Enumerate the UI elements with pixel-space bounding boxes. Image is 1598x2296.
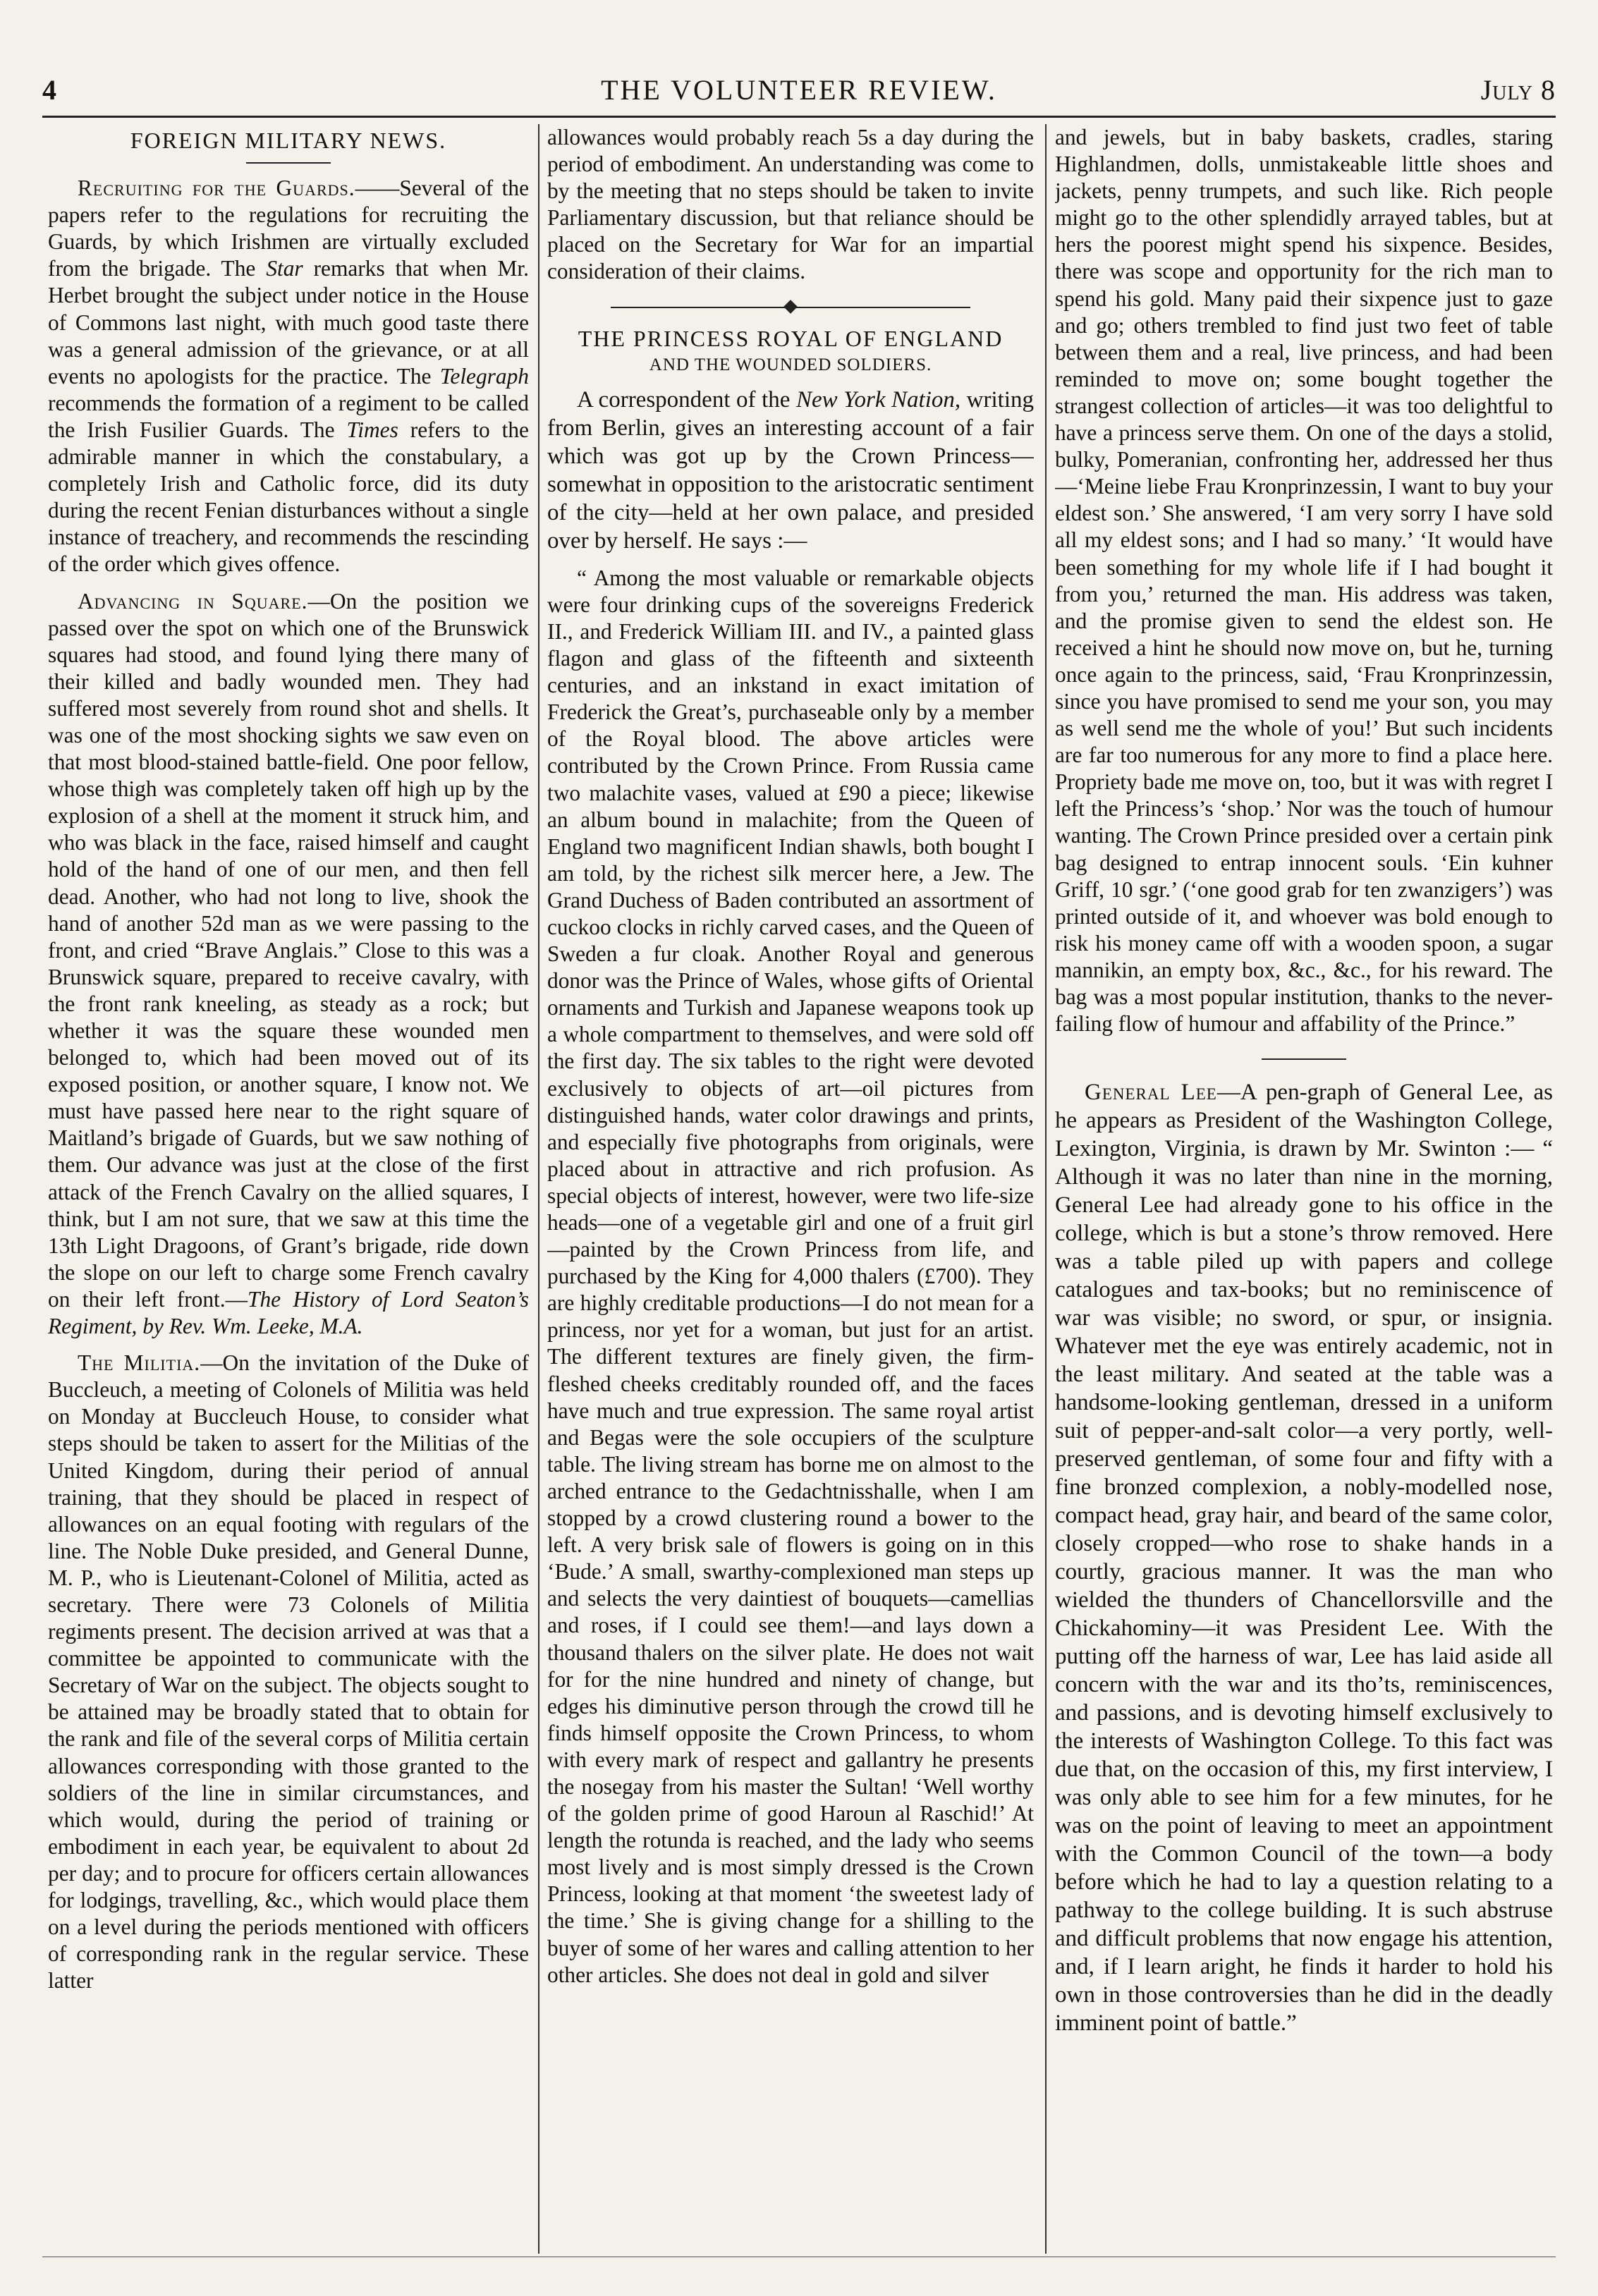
article-general-lee: General Lee—A pen-graph of General Lee, as he appears as President of the Washington College, Lexington, Virginia, is drawn by Mr. Swinton :— “ Although it was no later than nine in the morning, General Lee had already gone to his office in the college, which is but a stone’s throw removed. Here was a table piled up with papers and college catalogues and tax-books; but no reminiscence of war was visible; no sword, or spur, or insignia. Whatever met the eye was entirely academic, not in the least military. And seated at the table was a handsome-looking gentleman, dressed in a uniform suit of pepper-and-salt color—a very portly, well-preserved gentleman, of some four and fifty with a fine bronzed complexion, a nobly-modelled nose, compact head, gray hair, and beard of the same color, closely cropped—who rose to shake hands in a courtly, gracious manner. It was the man who wielded the thunders of Chancellorsville and the Chickahominy—it was President Lee. With the putting off the harness of war, Lee has laid aside all concern with the war and its tho’ts, reminiscences, and passions, and is devoting himself exclusively to the interests of Washington College. To this fact was due that, on the occasion of this, my first interview, I was only able to see him for a few minutes, for he was on the point of leaving to meet an appointment with the Common Council of the town—a body before which he had to lay a question relating to a pathway to the college building. It is such abstruse and difficult problems that now engage his attention, and, if I learn aright, he finds it harder to hold his own in those controversies than he did in the deadly imminent point of battle.”: [1055, 1080, 1553, 2037]
article-source: The History of Lord Seaton’s Regiment, by Rev. Wm. Leeke, M.A.: [48, 1286, 529, 1339]
article-lead: Recruiting for the Guards.: [78, 176, 355, 201]
foreign-military-news-heading: FOREIGN MILITARY NEWS.: [130, 128, 447, 153]
header-rule: [42, 116, 1556, 118]
article-militia: The Militia.—On the invitation of the Duke of Buccleuch, a meeting of Colonels of Militia was held on Monday at Buccleuch House, to consider what steps should be taken to assert for the Militias of the United Kingdom, during their period of annual training, that they should be placed in respect of allowances on an equal footing with regulars of the line. The Noble Duke presided, and General Dunne, M. P., who is Lieutenant-Colonel of Militia, acted as secretary. There were 73 Colonels of Militia regiments present. The decision arrived at was that a committee be appointed to communicate with the Secretary of War on the subject. The objects sought to be attained may be broadly stated that to obtain for the rank and file of the several corps of Militia certain allowances corresponding with those granted to the soldiers of the line in similar circumstances, and which would, during the period of training or embodiment in each year, be equivalent to about 2d per day; and to procure for officers certain allowances for lodgings, travelling, &c., which would place them on a level during the periods mentioned with officers of corresponding rank in the regular service. These latter: [48, 1350, 529, 1993]
column-1: [48, 124, 529, 2254]
article-lead: General Lee: [1085, 1080, 1217, 1106]
publication-title: THE VOLUNTEER REVIEW.: [601, 74, 997, 106]
princess-quote: “ Among the most valuable or remarkable objects were four drinking cups of the sovereigns Frederick II., and Frederick William III. and IV., a painted glass flagon and glass of the fifteenth and sixteenth centuries, and an inkstand in exact imitation of Frederick the Great’s, purchaseable only by a member of the Royal blood. The above articles were contributed by the Crown Prince. From Russia came two malachite vases, valued at £90 a piece; likewise an album bound in malachite; from the Queen of England two magnificent Indian shawls, both bought I am told, by the richest silk mercer here, a Jew. The Grand Duchess of Baden contributed an assortment of cuckoo clocks in richly carved cases, and the Queen of Sweden a fur cloak. Another Royal and generous donor was the Prince of Wales, whose gifts of Oriental ornaments and Turkish and Japanese weapons took up a whole compartment to themselves, and were sold off the first day. The six tables to the right were devoted exclusively to objects of art—oil pictures from distinguished hands, water color drawings and prints, and especially five photographs from originals, were placed about in attractive and rich profusion. As special objects of interest, however, were two life-size heads—one of a vegetable girl and one of a fruit girl—painted by the Crown Princess from life, and purchased by the King for 4,000 thalers (£700). They are highly creditable productions—I do not mean for a princess, nor yet for a woman, but just for an artist. The different textures are finely given, the firm-fleshed cheeks creditably rounded off, and the faces have much and true expression. The same royal artist and Begas were the sole occupiers of the sculpture table. The living stream has borne me on almost to the arched entrance to the Gedachtnisshalle, when I am stopped by a crowd clustering round a bower to the left. A very brisk sale of flowers is going on in this ‘Bude.’ A small, swarthy-complexioned man steps up and selects the very daintiest of bouquets—camellias and roses, if I could see them!—and lays down a thousand thalers on the silver plate. He does not wait for for the nine hundred and ninety of change, but edges his diminutive person through the crowd till he finds himself opposite the Crown Princess, to whom with every mark of respect and gallantry he presents the nosegay from his master the Sultan! ‘Well worthy of the golden prime of good Haroun al Raschid!’ At length the rotunda is reached, and the lady who seems most lively and is most simply dressed is the Crown Princess, looking at that moment ‘the sweetest lady of the time.’ She is giving change for a shilling to the buyer of some of her wares and calling attention to her other articles. She does not deal in gold and silver: [547, 565, 1034, 1987]
page-number: 4: [42, 74, 57, 106]
princess-royal-heading: THE PRINCESS ROYAL OF ENGLAND: [578, 325, 1004, 351]
heading-rule: [246, 162, 331, 164]
section-ornament: [547, 304, 1034, 311]
princess-intro: A correspondent of the New York Nation, writing from Berlin, gives an interesting account of a fair which was got up by the Crown Princess—somewhat in opposition to the aristocratic sentiment of the city—held at her own palace, and presided over by herself. He says :—: [547, 386, 1034, 554]
militia-continued: allowances would probably reach 5s a day during the period of embodiment. An understanding was come to by the meeting that no steps should be taken to invite Parliamentary discussion, but that reliance should be placed on the Secretary for War for an impartial consideration of their claims.: [547, 125, 1034, 284]
article-rule: [1262, 1058, 1346, 1060]
princess-royal-subheading: AND THE WOUNDED SOLDIERS.: [649, 355, 932, 374]
column-divider-2: [1045, 124, 1047, 2254]
column-2: [547, 124, 1034, 2254]
article-lead: The Militia.: [78, 1350, 201, 1376]
article-lead: Advancing in Square.: [78, 588, 308, 613]
page-header: [42, 71, 1556, 113]
column-divider-1: [538, 124, 539, 2254]
article-advancing-square: Advancing in Square.—On the position we passed over the spot on which one of the Brunswick squares had stood, and found lying there many of their killed and badly wounded men. They had suffered most severely from round shot and shells. It was one of the most shocking sights we saw even on that most blood-stained battle-field. One poor fellow, whose thigh was completely taken off high up by the explosion of a shell at the moment it struck him, and who was black in the face, raised himself and caught hold of the hand of one of our men, and then fell dead. Another, who had not long to live, shook the hand of another 52d man as we were passing to the front, and cried “Brave Anglais.” Close to this was a Brunswick square, prepared to receive cavalry, with the front rank kneeling, as steady as a rock; but whether it was the square these wounded men belonged to, which had been moved out of its exposed position, or another square, I know not. We must have passed here near to the right square of Maitland’s brigade of Guards, but we saw nothing of them. Our advance was just at the close of the first attack of the French Cavalry on the allied squares, I think, but I am not sure, that we saw at this time the 13th Light Dragoons, of Grant’s brigade, ride down the slope on our left to charge some French cavalry on their left front.—The History of Lord Seaton’s Regiment, by Rev. Wm. Leeke, M.A.: [48, 588, 529, 1339]
princess-quote-continued: and jewels, but in baby baskets, cradles, staring Highlandmen, dolls, unmistakeable little shoes and jackets, penny trumpets, and such like. Rich people might go to the other splendidly arrayed tables, but at hers the poorest might spend his sixpence. Besides, there was scope and opportunity for the rich man to spend his gold. Many paid their sixpence just to gaze and go; others trembled to find just two feet of table between them and a real, live princess, and had been reminded to move on; some bought together the strangest collection of articles—it was too delightful to have a princess serve them. On one of the days a stolid, bulky, Pomeranian, confronting her, addressed her thus—‘Meine liebe Frau Kronprinzessin, I want to buy your eldest son.’ She answered, ‘I am very sorry I have sold all my eldest sons; and I had so many.’ ‘It would have been something for my whole life if I had bought it from you,’ returned the man. His address was taken, and the promise given to send the eldest son. He received a hint he should now move on, but he, turning once again to the princess, said, ‘Frau Kronprinzessin, since you have promised to send me your son, you may as well send me the whole of you!’ But such incidents are far too numerous for any more to find a place here. Propriety bade me move on, too, but it was with regret I left the Princess’s ‘shop.’ Nor was the touch of humour wanting. The Crown Prince presided over a certain pink bag designed to entrap innocent souls. ‘Ein kuhner Griff, 10 sgr.’ (‘one good grab for ten zwanzigers’) was printed outside of it, and whoever was bold enough to risk his money came off with a wooden spoon, a sugar mannikin, an empty box, &c., &c., for his reward. The bag was a most popular institution, thanks to the never-failing flow of humour and affability of the Prince.”: [1055, 125, 1553, 1037]
issue-date: July 8: [1480, 74, 1556, 106]
article-recruiting-guards: Recruiting for the Guards.——Several of the papers refer to the regulations for recruiting the Guards, by which Irishmen are virtually excluded from the brigade. The Star remarks that when Mr. Herbet brought the subject under notice in the House of Commons last night, with much good taste there was a general admission of the grievance, or at all events no apologists for the practice. The Telegraph recommends the formation of a regiment to be called the Irish Fusilier Guards. The Times refers to the admirable manner in which the constabulary, a completely Irish and Catholic force, did its duty during the recent Fenian disturbances without a single instance of treachery, and recommends the rescinding of the order which gives offence.: [48, 176, 529, 577]
column-3: [1055, 124, 1553, 2254]
